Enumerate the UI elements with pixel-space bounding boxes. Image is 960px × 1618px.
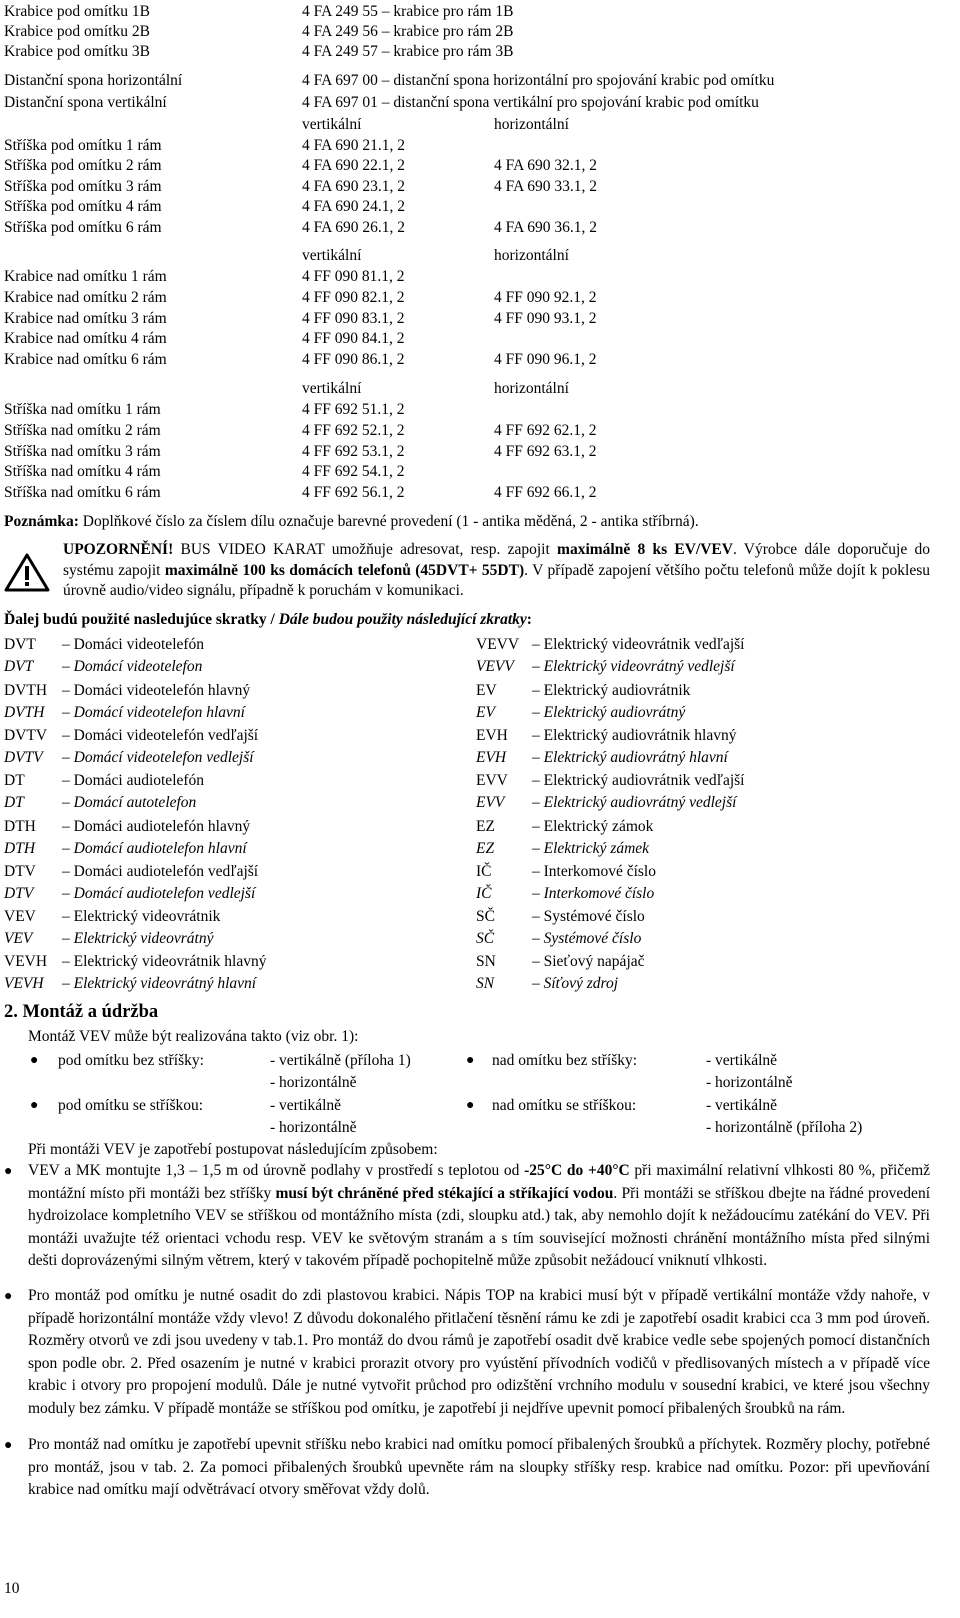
roof-under-v: 4 FA 690 21.1, 2 bbox=[302, 137, 406, 154]
procedure-paragraph: Pro montáž nad omítku je zapotřebí upevnit stříšku nebo krabici nad omítku pomocí přibalených šroubků a příchytek. Rozměry plochy, potřebné pro montáž, jsou v tab. 2. Za pomoci přibalených šroubků upevněte rám na sloupky stříšky resp. krabice nad omítku. Pozor: při upevňování krabice nad omítku mají odvětrávací otvory směřovat vždy dolů. bbox=[28, 1436, 930, 1498]
abbr-description: – Elektrický audiovrátnik bbox=[532, 682, 691, 699]
box-code: 4 FA 249 56 – krabice pro rám 2B bbox=[302, 23, 514, 40]
abbr-description: – Domácí videotelefon vedlejší bbox=[62, 749, 254, 766]
bullet-icon: ● bbox=[4, 1164, 13, 1179]
box-over-label: Krabice nad omítku 4 rám bbox=[4, 330, 167, 347]
abbr-description: – Domáci audiotelefón vedľajší bbox=[62, 863, 259, 880]
abbr-description: – Domácí videotelefon bbox=[62, 658, 203, 675]
abbr-heading-cz: Dále budou použity následující zkratky bbox=[278, 611, 527, 628]
abbr-code: DTH bbox=[4, 840, 36, 857]
abbr-code: VEVH bbox=[4, 953, 48, 970]
roof-under-v: 4 FA 690 22.1, 2 bbox=[302, 157, 406, 174]
abbr-heading-sk: Ďalej budú použité nasledujúce skratky / bbox=[4, 611, 279, 628]
abbr-code: DVT bbox=[4, 636, 36, 653]
box-label: Krabice pod omítku 1B bbox=[4, 3, 150, 20]
roof-over-label: Stříška nad omítku 6 rám bbox=[4, 484, 161, 501]
abbr-code: IČ bbox=[476, 863, 492, 880]
roof-over-v: 4 FF 692 56.1, 2 bbox=[302, 484, 405, 501]
abbr-description: – Interkomové číslo bbox=[532, 863, 656, 880]
bullet-icon: ● bbox=[4, 1438, 13, 1453]
abbr-description: – Domácí videotelefon hlavní bbox=[62, 704, 245, 721]
note-label: Poznámka: bbox=[4, 513, 79, 530]
roof-under-h: 4 FA 690 33.1, 2 bbox=[494, 178, 598, 195]
abbr-code: DTH bbox=[4, 818, 36, 835]
column-head-horizontal: horizontální bbox=[494, 380, 569, 397]
warning-part: maximálně 100 ks domácích telefonů (45DVT+ 55DT) bbox=[164, 561, 525, 579]
mount-option: - horizontálně bbox=[706, 1074, 793, 1091]
mount-label: nad omítku bez stříšky: bbox=[492, 1052, 638, 1069]
abbr-description: – Elektrický videovrátnik hlavný bbox=[62, 953, 267, 970]
abbr-code: DVTV bbox=[4, 727, 48, 744]
abbr-code: DT bbox=[4, 772, 25, 789]
spacer-label: Distanční spona horizontální bbox=[4, 72, 183, 89]
box-over-label: Krabice nad omítku 6 rám bbox=[4, 351, 167, 368]
abbr-description: – Domácí audiotelefon hlavní bbox=[62, 840, 247, 857]
abbr-description: – Sieťový napájač bbox=[532, 953, 645, 970]
abbr-description: – Elektrický videovrátnik vedľajší bbox=[532, 636, 745, 653]
column-head-vertical: vertikální bbox=[302, 247, 362, 264]
column-head-vertical: vertikální bbox=[302, 380, 362, 397]
para-part: . Při montáži se stříškou dbejte na řádné provedení hydroizolace kompletního VEV se stříškou od montážního místa (zdi, sloupku atd.) tak, aby nemohlo dojít k nežádoucímu zatékání do VEV. Při montáži uvažujte též orientaci vchodu resp. VEV ke světovým stranám a s tím související možnosti chránění montážního místa před silnými dešti doprovázenými silným větrem, který v takovém případě pochopitelně může způsobit nežádoucí vniknutí vlhkosti. bbox=[28, 1184, 930, 1269]
abbr-description: – Elektrický audiovrátnik hlavný bbox=[532, 727, 737, 744]
abbr-code: SČ bbox=[476, 930, 495, 947]
mount-option: - vertikálně bbox=[270, 1097, 342, 1114]
mount-label: nad omítku se stříškou: bbox=[492, 1097, 637, 1114]
section-title: 2. Montáž a údržba bbox=[4, 1002, 159, 1022]
page-number: 10 bbox=[4, 1580, 20, 1597]
abbr-description: – Domácí audiotelefon vedlejší bbox=[62, 885, 256, 902]
box-over-h: 4 FF 090 92.1, 2 bbox=[494, 289, 597, 306]
box-over-v: 4 FF 090 81.1, 2 bbox=[302, 268, 405, 285]
abbr-description: – Interkomové číslo bbox=[532, 885, 655, 902]
mount-label: pod omítku se stříškou: bbox=[58, 1097, 204, 1114]
roof-over-h: 4 FF 692 62.1, 2 bbox=[494, 422, 597, 439]
abbr-code: SN bbox=[476, 953, 496, 970]
abbr-code: EV bbox=[476, 704, 495, 721]
abbr-description: – Elektrický zámok bbox=[532, 818, 654, 835]
abbr-description: – Elektrický zámek bbox=[532, 840, 650, 857]
abbr-description: – Síťový zdroj bbox=[532, 975, 618, 992]
box-over-h: 4 FF 090 96.1, 2 bbox=[494, 351, 597, 368]
roof-over-v: 4 FF 692 54.1, 2 bbox=[302, 463, 405, 480]
spacer-code: 4 FA 697 00 – distanční spona horizontální pro spojování krabic pod omítku bbox=[302, 72, 775, 89]
abbr-description: – Elektrický videovrátnik bbox=[62, 908, 221, 925]
abbr-code: EVH bbox=[476, 749, 507, 766]
box-over-v: 4 FF 090 84.1, 2 bbox=[302, 330, 405, 347]
roof-under-label: Stříška pod omítku 6 rám bbox=[4, 219, 162, 236]
warning-part: BUS VIDEO KARAT umožňuje adresovat, resp. zapojit bbox=[173, 541, 558, 558]
roof-under-label: Stříška pod omítku 3 rám bbox=[4, 178, 162, 195]
abbr-code: VEVV bbox=[476, 658, 514, 675]
abbr-code: VEV bbox=[4, 908, 36, 925]
abbr-code: DVTH bbox=[4, 704, 45, 721]
box-label: Krabice pod omítku 3B bbox=[4, 43, 150, 60]
warning-triangle-icon bbox=[4, 552, 50, 597]
roof-under-v: 4 FA 690 24.1, 2 bbox=[302, 198, 406, 215]
roof-under-h: 4 FA 690 32.1, 2 bbox=[494, 157, 598, 174]
abbr-code: VEVH bbox=[4, 975, 44, 992]
section-intro: Montáž VEV může být realizována takto (viz obr. 1): bbox=[28, 1028, 359, 1045]
abbr-code: DT bbox=[4, 794, 24, 811]
para-part: VEV a MK montujte 1,3 – 1,5 m od úrovně podlahy v prostředí s teplotou od bbox=[28, 1162, 525, 1179]
abbr-code: DTV bbox=[4, 885, 34, 902]
procedure-intro: Při montáži VEV je zapotřebí postupovat následujícím způsobem: bbox=[28, 1141, 438, 1158]
warning-title: UPOZORNĚNÍ! bbox=[63, 541, 174, 558]
column-head-horizontal: horizontální bbox=[494, 116, 569, 133]
abbr-code: EVV bbox=[476, 772, 508, 789]
abbr-code: VEVV bbox=[476, 636, 520, 653]
abbr-heading bbox=[4, 611, 532, 629]
box-over-label: Krabice nad omítku 3 rám bbox=[4, 310, 167, 327]
bullet-icon: ● bbox=[30, 1053, 39, 1068]
roof-under-label: Stříška pod omítku 4 rám bbox=[4, 198, 162, 215]
mount-option: - vertikálně bbox=[706, 1097, 778, 1114]
para-part: musí být chráněné před stékající a stříkající vodou bbox=[275, 1184, 614, 1202]
roof-over-label: Stříška nad omítku 4 rám bbox=[4, 463, 161, 480]
abbr-description: – Domáci audiotelefón bbox=[62, 772, 205, 789]
bullet-icon: ● bbox=[466, 1098, 475, 1113]
mount-option: - horizontálně (příloha 2) bbox=[706, 1119, 863, 1136]
abbr-code: DVT bbox=[4, 658, 34, 675]
abbr-description: – Elektrický videovrátný bbox=[62, 930, 214, 947]
abbr-description: – Domáci audiotelefón hlavný bbox=[62, 818, 251, 835]
abbr-code: EVV bbox=[476, 794, 505, 811]
roof-over-h: 4 FF 692 66.1, 2 bbox=[494, 484, 597, 501]
abbr-code: EZ bbox=[476, 840, 495, 857]
procedure-paragraph bbox=[28, 1160, 930, 1273]
roof-under-h: 4 FA 690 36.1, 2 bbox=[494, 219, 598, 236]
para-part: -25°C do +40°C bbox=[524, 1162, 630, 1179]
bullet-icon: ● bbox=[466, 1053, 475, 1068]
roof-over-h: 4 FF 692 63.1, 2 bbox=[494, 443, 597, 460]
roof-under-label: Stříška pod omítku 2 rám bbox=[4, 157, 162, 174]
warning-text bbox=[63, 540, 930, 602]
abbr-code: DVTH bbox=[4, 682, 48, 699]
abbr-code: EZ bbox=[476, 818, 495, 835]
abbr-code: SČ bbox=[476, 908, 495, 925]
abbr-code: IČ bbox=[476, 885, 492, 902]
box-code: 4 FA 249 55 – krabice pro rám 1B bbox=[302, 3, 514, 20]
roof-under-v: 4 FA 690 23.1, 2 bbox=[302, 178, 406, 195]
box-over-v: 4 FF 090 83.1, 2 bbox=[302, 310, 405, 327]
roof-under-label: Stříška pod omítku 1 rám bbox=[4, 137, 162, 154]
box-over-h: 4 FF 090 93.1, 2 bbox=[494, 310, 597, 327]
mount-option: - vertikálně (příloha 1) bbox=[270, 1052, 411, 1069]
roof-over-v: 4 FF 692 51.1, 2 bbox=[302, 401, 405, 418]
mount-option: - horizontálně bbox=[270, 1119, 357, 1136]
abbr-description: – Systémové číslo bbox=[532, 930, 642, 947]
roof-over-label: Stříška nad omítku 3 rám bbox=[4, 443, 161, 460]
spacer-code: 4 FA 697 01 – distanční spona vertikální pro spojování krabic pod omítku bbox=[302, 94, 759, 111]
box-over-v: 4 FF 090 82.1, 2 bbox=[302, 289, 405, 306]
abbr-description: – Elektrický videovrátný hlavní bbox=[62, 975, 257, 992]
abbr-description: – Domáci videotelefón vedľajší bbox=[62, 727, 259, 744]
warning-part: . V případě zapojení většího počtu telefonů může dojít k poklesu úrovně audio/video signálu, případně k poruchám v komunikaci. bbox=[63, 561, 930, 599]
abbr-code: DVTV bbox=[4, 749, 43, 766]
mount-label: pod omítku bez stříšky: bbox=[58, 1052, 204, 1069]
para-part: při maximální relativní vlhkosti 80 %, přičemž montážní místo při montáži bez stříšky bbox=[28, 1162, 931, 1202]
spacer-label: Distanční spona vertikální bbox=[4, 94, 167, 111]
roof-under-v: 4 FA 690 26.1, 2 bbox=[302, 219, 406, 236]
note-text: Doplňkové číslo za číslem dílu označuje barevné provedení (1 - antika měděná, 2 - antika stříbrná). bbox=[78, 513, 699, 530]
bullet-icon: ● bbox=[30, 1098, 39, 1113]
abbr-code: EVH bbox=[476, 727, 508, 744]
column-head-horizontal: horizontální bbox=[494, 247, 569, 264]
column-head-vertical: vertikální bbox=[302, 116, 362, 133]
box-over-v: 4 FF 090 86.1, 2 bbox=[302, 351, 405, 368]
abbr-code: EV bbox=[476, 682, 497, 699]
abbr-description: – Elektrický audiovrátný bbox=[532, 704, 686, 721]
abbr-description: – Systémové číslo bbox=[532, 908, 645, 925]
abbr-heading-colon: : bbox=[526, 611, 532, 628]
abbr-description: – Elektrický videovrátný vedlejší bbox=[532, 658, 735, 675]
abbr-code: VEV bbox=[4, 930, 33, 947]
box-code: 4 FA 249 57 – krabice pro rám 3B bbox=[302, 43, 514, 60]
abbr-description: – Domáci videotelefón hlavný bbox=[62, 682, 251, 699]
box-over-label: Krabice nad omítku 1 rám bbox=[4, 268, 167, 285]
abbr-code: SN bbox=[476, 975, 495, 992]
roof-over-label: Stříška nad omítku 2 rám bbox=[4, 422, 161, 439]
bullet-icon: ● bbox=[4, 1289, 13, 1304]
box-over-label: Krabice nad omítku 2 rám bbox=[4, 289, 167, 306]
roof-over-v: 4 FF 692 52.1, 2 bbox=[302, 422, 405, 439]
abbr-description: – Domáci videotelefón bbox=[62, 636, 205, 653]
warning-part: . Výrobce dále doporučuje do systému zapojit bbox=[63, 541, 930, 579]
mount-option: - horizontálně bbox=[270, 1074, 357, 1091]
abbr-description: – Elektrický audiovrátný vedlejší bbox=[532, 794, 737, 811]
abbr-description: – Elektrický audiovrátnik vedľajší bbox=[532, 772, 745, 789]
roof-over-v: 4 FF 692 53.1, 2 bbox=[302, 443, 405, 460]
box-label: Krabice pod omítku 2B bbox=[4, 23, 150, 40]
warning-part: maximálně 8 ks EV/VEV bbox=[557, 541, 733, 558]
abbr-description: – Domácí autotelefon bbox=[62, 794, 197, 811]
abbr-code: DTV bbox=[4, 863, 36, 880]
roof-over-label: Stříška nad omítku 1 rám bbox=[4, 401, 161, 418]
mount-option: - vertikálně bbox=[706, 1052, 778, 1069]
abbr-description: – Elektrický audiovrátný hlavní bbox=[532, 749, 728, 766]
procedure-paragraph: Pro montáž pod omítku je nutné osadit do zdi plastovou krabici. Nápis TOP na krabici musí být v případě vertikální montáže vždy nahoře, v případě horizontální montáže vždy vlevo! Z důvodu dokonalého přitlačení těsnění rámu ke zdi je zapotřebí osadit krabici cca 3 mm pod úroveň. Rozměry otvorů ve zdi jsou uvedeny v tab.1. Pro montáž do dvou rámů je zapotřebí osadit dvě krabice vedle sebe spojených pomocí distančních spon podle obr. 2. Před osazením je nutné v krabici prorazit otvory pro vyústění přívodních vodičů v předlisovaných místech a v případě více krabic i otvory pro propojení modulů. Dále je nutné vytvořit průchod pro odizštění vrchního modulu v sousední krabici, ve které jsou všechny moduly bez zámku. V případě montáže se stříškou pod omítku, je zapotřebí ji nejdříve upevnit pomocí přibalených šroubků na rám. bbox=[28, 1287, 930, 1417]
note bbox=[4, 513, 699, 531]
